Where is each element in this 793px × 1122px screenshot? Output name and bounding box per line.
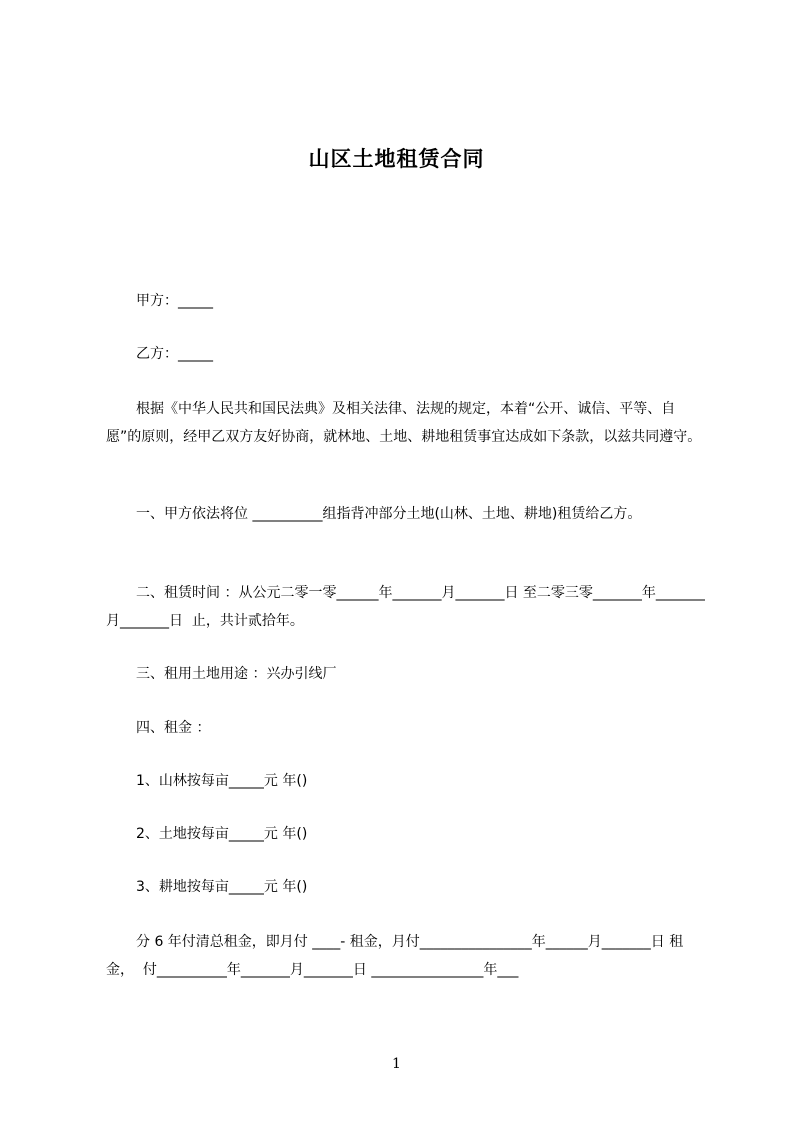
rent-item-mountain-forest: 1、山林按每亩_____元 年() [136, 773, 308, 789]
clause-4-paragraph: 四、租金 ： [136, 720, 211, 736]
preamble-paragraph: 根据《中华人民共和国民法典》及相关法律、法规的规定，本着“公开、诚信、平等、自愿”的原则，经甲乙双方友好协商，就林地、土地、耕地租赁事宜达成如下条款，以兹共同遵守。 [106, 401, 702, 445]
clause-2-paragraph: 二、租赁时间 ：从公元二零一零______年_______月_______日 至二零三零_______年_______月_______日 止，共计贰拾年。 [106, 585, 705, 629]
party-a-line: 甲方：_____ [136, 293, 213, 309]
payment-paragraph: 分 6 年付清总租金，即月付 ____- 租金，月付________________年______月_______日 租金， 付__________年_______月_______日 ________________年___ [106, 934, 684, 978]
document-title: 山区土地租赁合同 [308, 147, 485, 171]
clause-3-paragraph: 三、租用土地用途 ：兴办引线厂 [136, 666, 337, 682]
party-b-line: 乙方：_____ [136, 346, 213, 362]
rent-item-farmland: 3、耕地按每亩_____元 年() [136, 879, 308, 895]
clause-1-paragraph: 一、甲方依法将位 __________组指背冲部分土地(山林、土地、耕地)租赁给乙方。 [136, 506, 642, 522]
page-number: 1 [392, 1056, 401, 1072]
rent-item-land: 2、土地按每亩_____元 年() [136, 826, 308, 842]
